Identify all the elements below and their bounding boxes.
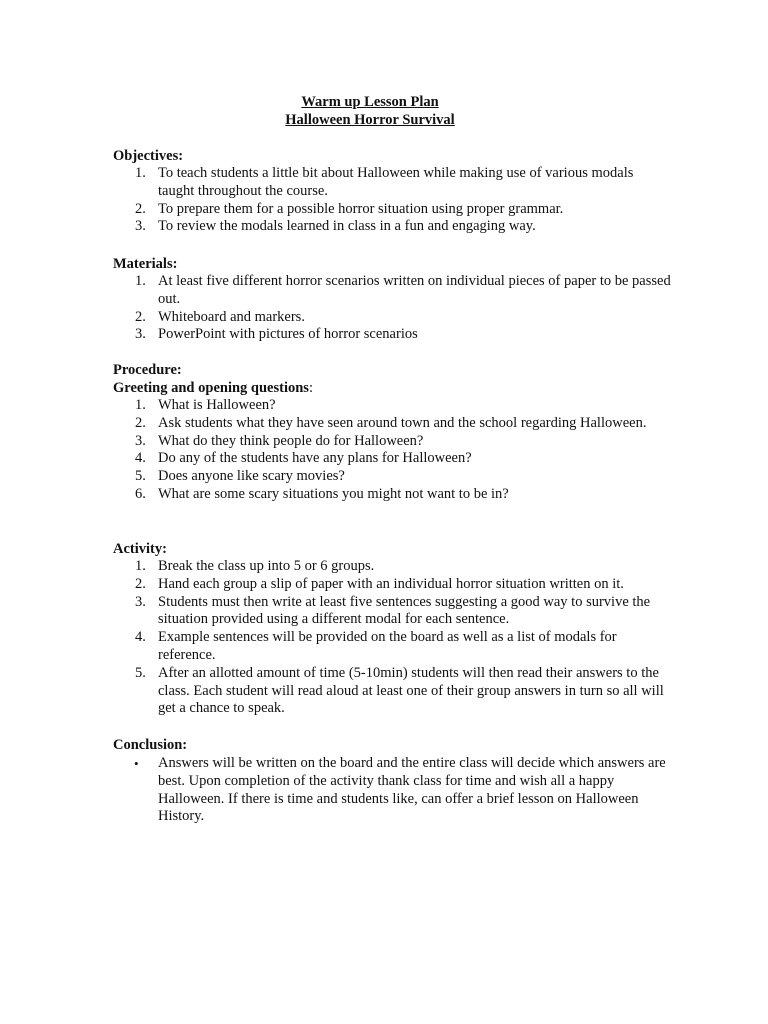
document-title: Warm up Lesson Plan <box>301 94 439 110</box>
list-item-number: 5. <box>135 664 146 681</box>
list-item <box>113 665 673 718</box>
list-item-text: What are some scary situations you might not want to be in? <box>158 485 509 502</box>
document-subtitle: Halloween Horror Survival <box>285 112 455 128</box>
objectives-list <box>113 165 673 236</box>
list-item-text: After an allotted amount of time (5-10min) students will then read their answers to the class. Each student will read aloud at least one of their group answers in turn so all will get a chance to speak. <box>158 664 664 717</box>
list-item <box>113 450 673 468</box>
list-item <box>113 629 673 665</box>
list-item-number: 1. <box>135 397 146 413</box>
list-item <box>113 755 673 826</box>
procedure-list <box>113 397 673 504</box>
list-item <box>113 165 673 201</box>
list-item-text: At least five different horror scenarios written on individual pieces of paper to be passed out. <box>158 273 671 307</box>
list-item-text: Do any of the students have any plans for Halloween? <box>158 450 472 467</box>
list-item <box>113 468 673 486</box>
list-item-number: 2. <box>135 200 146 217</box>
list-item <box>113 326 673 344</box>
list-item-text: To prepare them for a possible horror situation using proper grammar. <box>158 200 564 217</box>
materials-list <box>113 273 673 344</box>
list-item-number: 1. <box>135 273 146 289</box>
list-item-number: 1. <box>135 165 146 181</box>
list-item-number: 4. <box>135 629 146 646</box>
activity-heading: Activity: <box>113 541 167 557</box>
list-item-number: 2. <box>135 414 146 431</box>
list-item-text: Answers will be written on the board and the entire class will decide which answers are best. Upon completion of the activity thank class for time and wish all a happy Halloween. If there is time and students like, can offer a brief lesson on Halloween History. <box>158 755 666 825</box>
list-item-number: 3. <box>135 326 146 343</box>
list-item <box>113 415 673 433</box>
list-item-text: PowerPoint with pictures of horror scenarios <box>158 326 418 343</box>
list-item-text: Students must then write at least five sentences suggesting a good way to survive the situation provided using a different modal for each sentence. <box>158 593 651 628</box>
list-item-number: 5. <box>135 468 146 485</box>
procedure-subheading-colon: : <box>308 380 313 396</box>
list-item <box>113 273 673 309</box>
list-item-number: 1. <box>135 558 146 574</box>
list-item <box>113 558 673 576</box>
list-item <box>113 397 673 415</box>
activity-list <box>113 558 673 718</box>
list-item <box>113 201 673 219</box>
conclusion-heading: Conclusion: <box>113 737 188 753</box>
list-item-number: 3. <box>135 218 146 235</box>
procedure-subheading <box>113 379 313 397</box>
list-item-text: What is Halloween? <box>158 397 276 413</box>
list-item-text: Hand each group a slip of paper with an individual horror situation written on it. <box>158 575 624 592</box>
list-item <box>113 433 673 451</box>
list-item <box>113 576 673 594</box>
procedure-heading: Procedure: <box>113 362 182 378</box>
list-item-number: 2. <box>135 575 146 592</box>
bullet-icon: • <box>134 756 139 771</box>
list-item-number: 2. <box>135 308 146 325</box>
list-item-text: Break the class up into 5 or 6 groups. <box>158 558 375 574</box>
list-item-text: Does anyone like scary movies? <box>158 468 345 485</box>
conclusion-list <box>113 755 673 826</box>
objectives-heading: Objectives: <box>113 148 184 164</box>
list-item <box>113 218 673 236</box>
list-item-text: Example sentences will be provided on the board as well as a list of modals for reference. <box>158 629 617 663</box>
list-item-number: 4. <box>135 450 146 467</box>
list-item-text: To teach students a little bit about Halloween while making use of various modals taught throughout the course. <box>158 165 634 199</box>
list-item <box>113 486 673 504</box>
list-item <box>113 309 673 327</box>
procedure-subheading-text: Greeting and opening questions <box>113 380 309 396</box>
list-item-text: What do they think people do for Halloween? <box>158 432 424 449</box>
list-item-number: 3. <box>135 432 146 449</box>
list-item-text: To review the modals learned in class in a fun and engaging way. <box>158 218 536 235</box>
list-item-number: 3. <box>135 593 146 610</box>
list-item-number: 6. <box>135 485 146 502</box>
materials-heading: Materials: <box>113 256 178 272</box>
list-item-text: Whiteboard and markers. <box>158 308 305 325</box>
list-item-text: Ask students what they have seen around town and the school regarding Halloween. <box>158 414 647 431</box>
list-item <box>113 594 673 630</box>
